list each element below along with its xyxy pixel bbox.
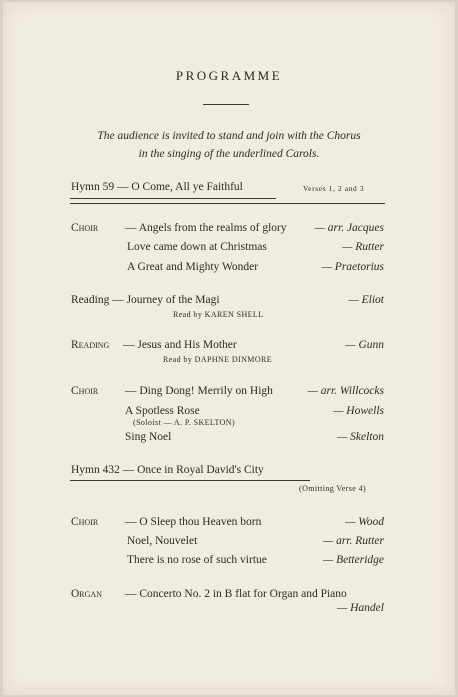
choir-1-item-2-title: Love came down at Christmas — [127, 241, 267, 253]
reading-2-title: — Jesus and His Mother — [123, 339, 237, 351]
organ-label: Organ — [71, 588, 102, 600]
hymn-59-underline-long — [70, 203, 385, 204]
choir-2-soloist: (Soloist — A. P. SKELTON) — [133, 418, 236, 427]
choir-3-item-3-composer: — Betteridge — [323, 554, 384, 566]
programme-title: PROGRAMME — [175, 68, 283, 83]
organ-title: — Concerto No. 2 in B flat for Organ and Piano — [125, 588, 347, 600]
choir-3-item-3-title: There is no rose of such virtue — [127, 554, 267, 566]
hymn-59-title: Hymn 59 — O Come, All ye Faithful — [71, 181, 243, 193]
choir-1-item-1-title: — Angels from the realms of glory — [125, 222, 287, 234]
title-rule — [203, 104, 249, 105]
hymn-432-underline — [70, 480, 310, 481]
hymn-59-underline — [70, 198, 276, 199]
reading-2-reader: Read by DAPHNE DINMORE — [163, 355, 273, 364]
reading-1-reader: Read by KAREN SHELL — [173, 310, 264, 319]
choir-2-item-1-title: — Ding Dong! Merrily on High — [125, 385, 273, 397]
choir-1-item-3-title: A Great and Mighty Wonder — [127, 261, 259, 273]
choir-1-item-3-composer: — Praetorius — [321, 261, 384, 273]
organ-composer: — Handel — [337, 602, 384, 614]
choir-2-label: Choir — [71, 385, 99, 397]
reading-1-author: — Eliot — [348, 294, 384, 306]
choir-3-item-2-composer: — arr. Rutter — [322, 535, 384, 547]
choir-3-item-1-title: — O Sleep thou Heaven born — [125, 516, 262, 528]
choir-3-item-1-composer: — Wood — [345, 516, 384, 528]
choir-2-item-3-composer: — Skelton — [337, 431, 384, 443]
reading-1-title: Reading — Journey of the Magi — [71, 294, 220, 306]
choir-1-item-1-composer: — arr. Jacques — [314, 222, 384, 234]
reading-2-author: — Gunn — [345, 339, 384, 351]
choir-2-item-2-composer: — Howells — [333, 405, 384, 417]
reading-2-label: Reading — [71, 339, 110, 351]
choir-2-item-1-composer: — arr. Willcocks — [307, 385, 384, 397]
choir-3-label: Choir — [71, 516, 99, 528]
choir-1-label: Choir — [71, 222, 99, 234]
programme-page — [3, 2, 455, 695]
hymn-432-note: (Omitting Verse 4) — [299, 484, 367, 493]
choir-3-item-2-title: Noel, Nouvelet — [127, 535, 198, 547]
intro-line-1: The audience is invited to stand and join with the Chorus — [97, 130, 361, 142]
intro-line-2: in the singing of the underlined Carols. — [138, 148, 320, 160]
choir-1-item-2-composer: — Rutter — [342, 241, 384, 253]
choir-2-item-3-title: Sing Noel — [125, 431, 172, 443]
hymn-432-title: Hymn 432 — Once in Royal David's City — [71, 464, 264, 476]
hymn-59-verses: Verses 1, 2 and 3 — [303, 184, 365, 193]
choir-2-item-2-title: A Spotless Rose — [125, 405, 200, 417]
